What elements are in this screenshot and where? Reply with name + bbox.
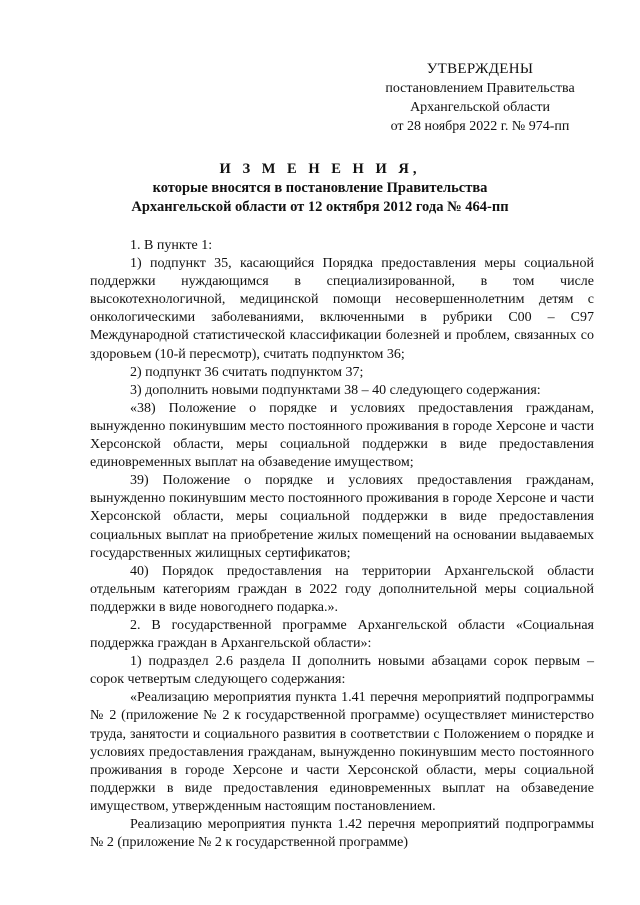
- approval-line-1: постановлением Правительства: [385, 81, 575, 96]
- approval-line-3: от 28 ноября 2022 г. № 974-пп: [390, 119, 570, 134]
- title-line-2: Архангельской области от 12 октября 2012 года № 464-пп: [131, 199, 509, 215]
- paragraph-4: 3) дополнить новыми подпунктами 38 – 40 следующего содержания:: [130, 382, 541, 398]
- paragraph-8: 2. В государственной программе Архангельской области «Социальная поддержка граждан в Архангельской области»:: [90, 617, 594, 652]
- paragraph-6: 39) Положение о порядке и условиях предоставления гражданам, вынужденно покинувшим место постоянного проживания в городе Херсоне и части Херсонской области, меры социальной поддержки в виде предоставления социальных выплат на приобретение жилых помещений на основании выдаваемых государственных жилищных сертификатов;: [90, 473, 594, 561]
- paragraph-11: Реализацию мероприятия пункта 1.42 перечня мероприятий подпрограммы № 2 (приложение № 2 к государственной программе): [90, 817, 594, 851]
- approval-heading: УТВЕРЖДЕНЫ: [426, 61, 534, 77]
- document-title: [90, 160, 550, 217]
- paragraph-10: «Реализацию мероприятия пункта 1.41 перечня мероприятий подпрограммы № 2 (приложение № 2 к государственной программе) осуществляет министерство труда, занятости и социального развития в соответствии с Положением о порядке и условиях предоставления гражданам, вынужденно покинувшим место постоянного проживания в городе Херсоне и части Херсонской области, меры социальной поддержки в виде предоставления единовременных выплат на обзаведение имуществом, утвержденным настоящим постановлением.: [90, 690, 594, 814]
- paragraph-2: 1) подпункт 35, касающийся Порядка предоставления меры социальной поддержки нуждающимся в специализированной, в том числе высокотехнологичной, медицинской помощи несовершеннолетним детям с онкологическими заболеваниями, включенными в рубрики С00 – С97 Международной статистической классификации болезней и проблем, связанных со здоровьем (10-й пересмотр), считать подпунктом 36;: [90, 256, 594, 362]
- title-word: И З М Е Н Е Н И Я,: [219, 161, 421, 177]
- approval-stamp: [375, 60, 585, 136]
- paragraph-5: «38) Положение о порядке и условиях предоставления гражданам, вынужденно покинувшим место постоянного проживания в городе Херсоне и части Херсонской области, меры социальной поддержки в виде предоставления единовременных выплат на обзаведение имуществом;: [90, 400, 594, 471]
- title-line-1: которые вносятся в постановление Правительства: [152, 180, 488, 196]
- approval-line-2: Архангельской области: [410, 100, 550, 115]
- document-body: [90, 237, 594, 852]
- paragraph-1: 1. В пункте 1:: [130, 238, 213, 253]
- paragraph-7: 40) Порядок предоставления на территории Архангельской области отдельным категориям граждан в 2022 году дополнительной меры социальной поддержки в виде новогоднего подарка.».: [90, 563, 594, 615]
- paragraph-9: 1) подраздел 2.6 раздела II дополнить новыми абзацами сорок первым – сорок четвертым следующего содержания:: [90, 654, 594, 688]
- paragraph-3: 2) подпункт 36 считать подпунктом 37;: [130, 364, 364, 380]
